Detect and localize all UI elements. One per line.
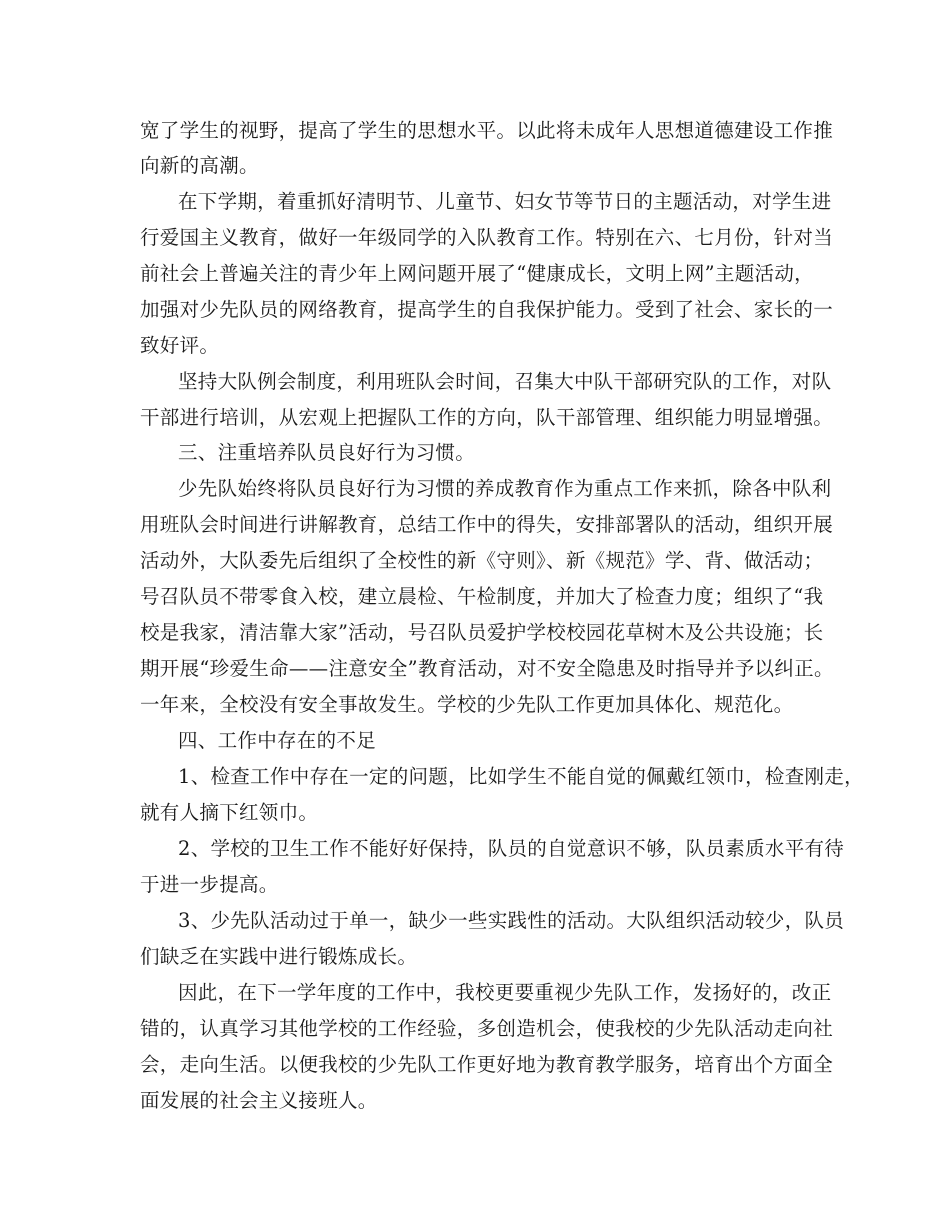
text-line: 2、学校的卫生工作不能好好保持，队员的自觉意识不够，队员素质水平有待 <box>178 837 845 860</box>
text-line: 们缺乏在实践中进行锻炼成长。 <box>140 945 418 968</box>
text-line: 坚持大队例会制度，利用班队会时间，召集大中队干部研究队的工作，对队 <box>178 370 832 393</box>
text-line: 期开展“珍爱生命——注意安全”教育活动，对不安全隐患及时指导并予以纠正。 <box>140 657 834 680</box>
text-line: 少先队始终将队员良好行为习惯的养成教育作为重点工作来抓，除各中队利 <box>178 477 832 500</box>
text-line: 面发展的社会主义接班人。 <box>140 1089 378 1112</box>
text-line: 会，走向生活。以便我校的少先队工作更好地为教育教学服务，培育出个方面全 <box>140 1053 834 1076</box>
text-line: 因此，在下一学年度的工作中，我校更要重视少先队工作，发扬好的，改正 <box>178 981 832 1004</box>
text-line: 前社会上普遍关注的青少年上网问题开展了“健康成长，文明上网”主题活动， <box>140 262 814 285</box>
text-line: 就有人摘下红领巾。 <box>140 801 319 824</box>
text-line: 向新的高潮。 <box>140 154 259 177</box>
text-line: 错的，认真学习其他学校的工作经验，多创造机会，使我校的少先队活动走向社 <box>140 1017 834 1040</box>
text-line: 干部进行培训，从宏观上把握队工作的方向，队干部管理、组织能力明显增强。 <box>140 406 834 429</box>
text-line: 在下学期，着重抓好清明节、儿童节、妇女节等节日的主题活动，对学生进 <box>178 190 832 213</box>
text-line: 1、检查工作中存在一定的问题，比如学生不能自觉的佩戴红领巾，检查刚走， <box>178 765 864 788</box>
text-line: 一年来，全校没有安全事故发生。学校的少先队工作更加具体化、规范化。 <box>140 693 794 716</box>
text-line: 3、少先队活动过于单一，缺少一些实践性的活动。大队组织活动较少，队员 <box>178 909 845 932</box>
section-heading: 三、注重培养队员良好行为习惯。 <box>178 441 476 464</box>
text-line: 于进一步提高。 <box>140 873 279 896</box>
text-line: 宽了学生的视野，提高了学生的思想水平。以此将未成年人思想道德建设工作推 <box>140 119 834 142</box>
text-line: 行爱国主义教育，做好一年级同学的入队教育工作。特别在六、七月份，针对当 <box>140 226 834 249</box>
text-line: 号召队员不带零食入校，建立晨检、午检制度，并加大了检查力度；组织了“我 <box>140 585 824 608</box>
text-line: 活动外，大队委先后组织了全校性的新《守则》、新《规范》学、背、做活动； <box>140 549 824 572</box>
text-line: 加强对少先队员的网络教育，提高学生的自我保护能力。受到了社会、家长的一 <box>140 298 834 321</box>
text-line: 校是我家，清洁靠大家”活动，号召队员爱护学校校园花草树木及公共设施；长 <box>140 621 824 644</box>
section-heading: 四、工作中存在的不足 <box>178 729 377 752</box>
text-line: 用班队会时间进行讲解教育，总结工作中的得失，安排部署队的活动，组织开展 <box>140 513 834 536</box>
text-line: 致好评。 <box>140 334 220 357</box>
